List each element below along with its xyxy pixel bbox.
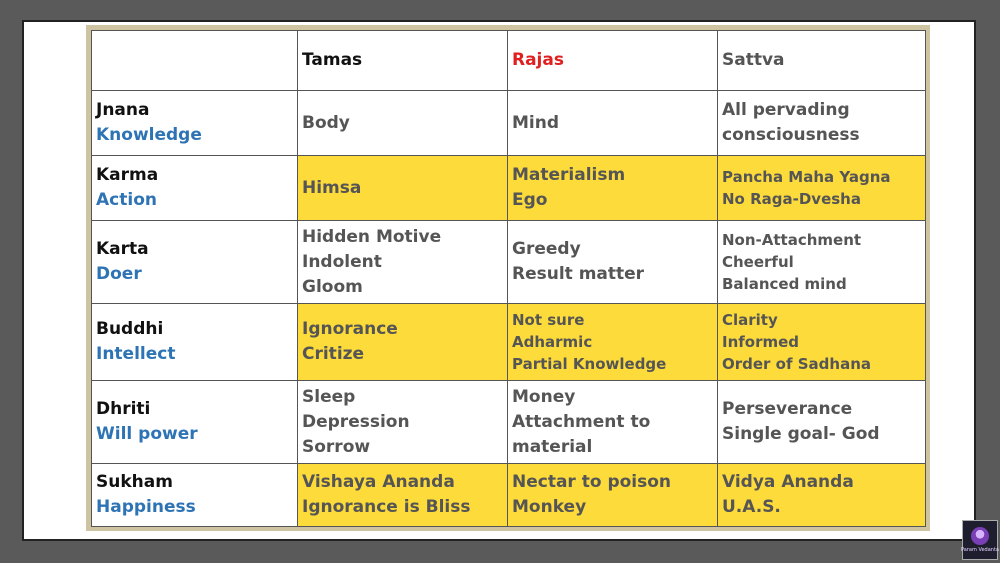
- row-label: [92, 221, 298, 304]
- row-label-english: Intellect: [96, 344, 176, 364]
- row-label-sanskrit: Jnana: [96, 100, 150, 120]
- header-corner-cell: [92, 31, 298, 91]
- cell-line: U.A.S.: [722, 497, 781, 517]
- row-label-english: Knowledge: [96, 125, 202, 145]
- cell-tamas: [298, 221, 508, 304]
- row-label-sanskrit: Karma: [96, 165, 159, 185]
- table-header-row: [92, 31, 926, 91]
- cell-sattva: [718, 464, 926, 527]
- row-label-english: Will power: [96, 424, 198, 444]
- lotus-mark-icon: [971, 527, 989, 545]
- cell-line: Result matter: [512, 264, 645, 284]
- row-label: [92, 304, 298, 381]
- table-row-dhriti: [92, 381, 926, 464]
- cell-rajas: [508, 464, 718, 527]
- cell-line: Critize: [302, 344, 365, 364]
- cell-line: Attachment to: [512, 411, 651, 432]
- cell-rajas: [508, 381, 718, 464]
- cell-line: Pancha Maha Yagna: [722, 168, 891, 186]
- row-label: [92, 91, 298, 156]
- cell-line: Gloom: [302, 276, 363, 297]
- cell-line: Order of Sadhana: [722, 355, 871, 373]
- cell-line: Greedy: [512, 239, 581, 259]
- gunas-table-wrapper: [86, 25, 930, 531]
- header-rajas: Rajas: [508, 31, 718, 91]
- cell-tamas: [298, 464, 508, 527]
- cell-rajas: [508, 304, 718, 381]
- table-row-karta: [92, 221, 926, 304]
- cell-sattva: [718, 304, 926, 381]
- cell-line: Ego: [512, 190, 548, 210]
- cell-line: No Raga-Dvesha: [722, 190, 861, 208]
- cell-line: Mind: [512, 112, 560, 133]
- cell-line: Monkey: [512, 497, 587, 517]
- table-row-jnana: [92, 91, 926, 156]
- cell-line: Non-Attachment: [722, 231, 862, 249]
- cell-tamas: [298, 91, 508, 156]
- table-row-buddhi: [92, 304, 926, 381]
- cell-rajas: [508, 91, 718, 156]
- cell-line: Perseverance: [722, 399, 853, 419]
- cell-line: Himsa: [302, 177, 362, 198]
- cell-line: Hidden Motive: [302, 226, 442, 247]
- cell-line: Not sure: [512, 311, 585, 329]
- cell-line: Clarity: [722, 311, 778, 329]
- cell-line: All pervading: [722, 100, 850, 120]
- cell-line: Adharmic: [512, 333, 593, 351]
- cell-sattva: [718, 381, 926, 464]
- gunas-table: [91, 30, 926, 527]
- row-label-sanskrit: Karta: [96, 239, 149, 259]
- header-tamas: Tamas: [298, 31, 508, 91]
- cell-rajas: [508, 156, 718, 221]
- row-label-english: Happiness: [96, 497, 196, 517]
- cell-tamas: [298, 156, 508, 221]
- header-sattva: Sattva: [718, 31, 926, 91]
- row-label: [92, 156, 298, 221]
- cell-line: consciousness: [722, 125, 860, 145]
- cell-line: Ignorance: [302, 319, 398, 339]
- cell-sattva: [718, 221, 926, 304]
- cell-line: Vishaya Ananda: [302, 472, 455, 492]
- cell-line: Money: [512, 386, 576, 407]
- row-label-sanskrit: Sukham: [96, 472, 173, 492]
- table-row-karma: [92, 156, 926, 221]
- cell-line: Indolent: [302, 251, 382, 272]
- cell-line: Vidya Ananda: [722, 472, 854, 492]
- cell-line: Partial Knowledge: [512, 355, 667, 373]
- cell-line: Nectar to poison: [512, 472, 672, 492]
- cell-tamas: [298, 381, 508, 464]
- row-label-english: Doer: [96, 264, 142, 284]
- cell-sattva: [718, 91, 926, 156]
- table-row-sukham: [92, 464, 926, 527]
- cell-line: Sorrow: [302, 436, 371, 457]
- cell-line: Body: [302, 112, 350, 133]
- row-label: [92, 381, 298, 464]
- cell-line: Depression: [302, 411, 410, 432]
- cell-line: Cheerful: [722, 253, 794, 271]
- cell-line: Ignorance is Bliss: [302, 497, 471, 517]
- cell-line: Balanced mind: [722, 275, 847, 293]
- cell-line: Materialism: [512, 165, 626, 185]
- row-label-english: Action: [96, 190, 157, 210]
- cell-rajas: [508, 221, 718, 304]
- logo-text: Param Vedanta: [961, 547, 999, 553]
- cell-sattva: [718, 156, 926, 221]
- row-label-sanskrit: Buddhi: [96, 319, 164, 339]
- row-label: [92, 464, 298, 527]
- row-label-sanskrit: Dhriti: [96, 399, 151, 419]
- cell-tamas: [298, 304, 508, 381]
- lotus-logo-icon: [962, 520, 998, 560]
- cell-line: Sleep: [302, 386, 356, 407]
- cell-line: Informed: [722, 333, 800, 351]
- cell-line: material: [512, 436, 593, 457]
- cell-line: Single goal- God: [722, 424, 880, 444]
